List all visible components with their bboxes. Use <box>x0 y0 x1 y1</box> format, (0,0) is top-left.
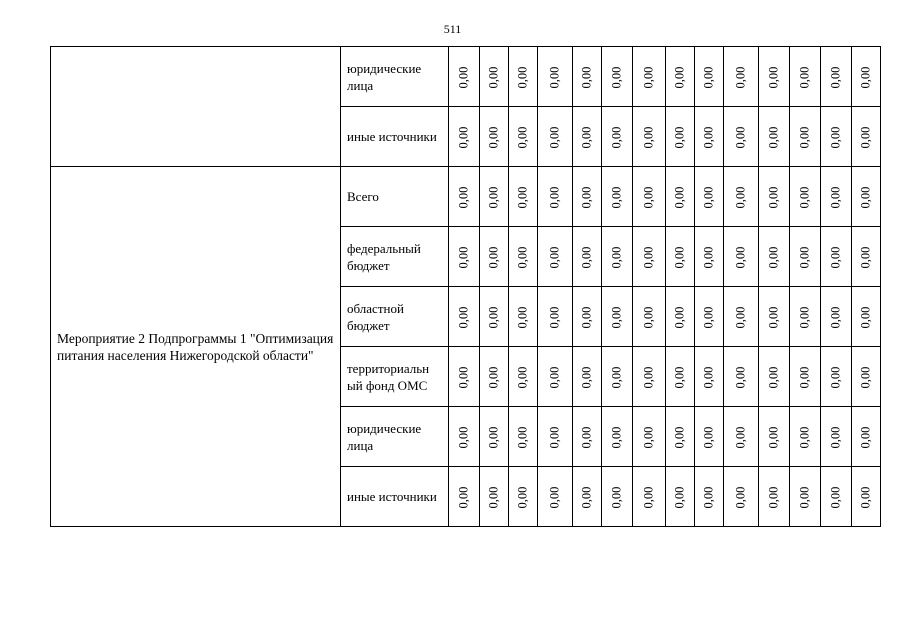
value-cell <box>480 467 509 527</box>
value-cell <box>695 47 724 107</box>
value-text: 0,00 <box>672 426 687 448</box>
value-text: 0,00 <box>733 246 748 268</box>
value-text: 0,00 <box>547 186 562 208</box>
value-cell <box>573 287 602 347</box>
value-text: 0,00 <box>672 126 687 148</box>
value-text: 0,00 <box>766 306 781 328</box>
value-cell <box>790 407 821 467</box>
value-cell <box>790 347 821 407</box>
value-cell <box>480 407 509 467</box>
value-cell <box>790 287 821 347</box>
value-cell <box>602 47 633 107</box>
value-cell <box>633 107 666 167</box>
value-cell <box>666 287 695 347</box>
value-text: 0,00 <box>672 366 687 388</box>
value-text: 0,00 <box>486 246 501 268</box>
value-cell <box>852 467 881 527</box>
value-cell <box>449 407 480 467</box>
value-cell <box>790 467 821 527</box>
value-cell <box>633 407 666 467</box>
value-text: 0,00 <box>858 306 873 328</box>
value-text: 0,00 <box>828 126 843 148</box>
value-text: 0,00 <box>797 186 812 208</box>
value-cell <box>538 347 573 407</box>
value-text: 0,00 <box>858 66 873 88</box>
value-text: 0,00 <box>828 366 843 388</box>
value-cell <box>538 47 573 107</box>
value-text: 0,00 <box>733 186 748 208</box>
value-cell <box>852 227 881 287</box>
value-text: 0,00 <box>828 186 843 208</box>
value-cell <box>633 287 666 347</box>
value-text: 0,00 <box>858 366 873 388</box>
value-text: 0,00 <box>547 66 562 88</box>
value-text: 0,00 <box>766 486 781 508</box>
value-cell <box>695 467 724 527</box>
value-cell <box>666 107 695 167</box>
value-text: 0,00 <box>579 66 594 88</box>
value-text: 0,00 <box>797 366 812 388</box>
table-row <box>51 167 881 227</box>
value-cell <box>666 347 695 407</box>
value-text: 0,00 <box>672 66 687 88</box>
value-text: 0,00 <box>701 366 716 388</box>
value-text: 0,00 <box>701 306 716 328</box>
value-text: 0,00 <box>609 306 624 328</box>
value-cell <box>509 407 538 467</box>
value-text: 0,00 <box>766 246 781 268</box>
value-cell <box>480 47 509 107</box>
value-cell <box>759 107 790 167</box>
value-text: 0,00 <box>486 306 501 328</box>
value-cell <box>695 167 724 227</box>
value-cell <box>852 107 881 167</box>
value-text: 0,00 <box>579 366 594 388</box>
value-text: 0,00 <box>486 366 501 388</box>
value-cell <box>509 467 538 527</box>
value-cell <box>449 47 480 107</box>
value-text: 0,00 <box>828 66 843 88</box>
value-text: 0,00 <box>858 486 873 508</box>
value-text: 0,00 <box>547 246 562 268</box>
value-cell <box>602 167 633 227</box>
value-cell <box>449 107 480 167</box>
value-cell <box>538 167 573 227</box>
value-cell <box>759 167 790 227</box>
value-cell <box>759 47 790 107</box>
value-text: 0,00 <box>828 246 843 268</box>
value-cell <box>759 407 790 467</box>
funding-source-cell: иные источники <box>341 467 449 527</box>
funding-source-cell: федеральный бюджет <box>341 227 449 287</box>
value-cell <box>602 347 633 407</box>
value-text: 0,00 <box>547 306 562 328</box>
value-cell <box>480 347 509 407</box>
value-cell <box>724 407 759 467</box>
value-cell <box>724 167 759 227</box>
value-cell <box>633 227 666 287</box>
value-text: 0,00 <box>641 186 656 208</box>
value-text: 0,00 <box>701 66 716 88</box>
value-text: 0,00 <box>797 126 812 148</box>
value-text: 0,00 <box>579 186 594 208</box>
value-text: 0,00 <box>797 426 812 448</box>
value-text: 0,00 <box>766 126 781 148</box>
table-row <box>51 47 881 107</box>
measure-cell <box>51 47 341 167</box>
value-cell <box>821 47 852 107</box>
value-cell <box>759 227 790 287</box>
value-text: 0,00 <box>579 306 594 328</box>
value-text: 0,00 <box>579 426 594 448</box>
value-cell <box>724 467 759 527</box>
funding-table <box>50 46 881 527</box>
value-cell <box>633 167 666 227</box>
value-text: 0,00 <box>547 126 562 148</box>
value-cell <box>821 227 852 287</box>
value-text: 0,00 <box>641 366 656 388</box>
funding-source-cell: юридические лица <box>341 407 449 467</box>
value-text: 0,00 <box>733 486 748 508</box>
value-text: 0,00 <box>701 246 716 268</box>
value-text: 0,00 <box>515 126 530 148</box>
value-cell <box>695 227 724 287</box>
value-text: 0,00 <box>672 186 687 208</box>
value-cell <box>759 287 790 347</box>
value-text: 0,00 <box>579 486 594 508</box>
value-cell <box>821 347 852 407</box>
value-cell <box>449 347 480 407</box>
value-cell <box>695 287 724 347</box>
value-text: 0,00 <box>609 486 624 508</box>
value-text: 0,00 <box>456 306 471 328</box>
value-text: 0,00 <box>733 426 748 448</box>
value-cell <box>573 227 602 287</box>
value-cell <box>852 167 881 227</box>
value-cell <box>695 107 724 167</box>
value-text: 0,00 <box>486 486 501 508</box>
value-cell <box>821 167 852 227</box>
value-cell <box>666 407 695 467</box>
value-text: 0,00 <box>515 66 530 88</box>
value-cell <box>480 107 509 167</box>
value-cell <box>602 467 633 527</box>
value-text: 0,00 <box>797 306 812 328</box>
value-cell <box>633 467 666 527</box>
value-cell <box>573 407 602 467</box>
value-cell <box>538 407 573 467</box>
value-text: 0,00 <box>486 66 501 88</box>
value-text: 0,00 <box>456 246 471 268</box>
value-cell <box>538 227 573 287</box>
value-text: 0,00 <box>456 366 471 388</box>
value-cell <box>449 227 480 287</box>
value-cell <box>480 287 509 347</box>
value-cell <box>633 347 666 407</box>
funding-source-cell: территориальн ый фонд ОМС <box>341 347 449 407</box>
value-cell <box>724 287 759 347</box>
value-cell <box>633 47 666 107</box>
value-cell <box>695 407 724 467</box>
value-cell <box>602 107 633 167</box>
value-cell <box>852 287 881 347</box>
value-text: 0,00 <box>828 306 843 328</box>
value-cell <box>509 47 538 107</box>
value-text: 0,00 <box>456 126 471 148</box>
value-cell <box>573 467 602 527</box>
value-text: 0,00 <box>609 126 624 148</box>
value-text: 0,00 <box>609 246 624 268</box>
value-text: 0,00 <box>858 186 873 208</box>
value-cell <box>759 347 790 407</box>
value-text: 0,00 <box>609 66 624 88</box>
value-cell <box>666 47 695 107</box>
funding-source-cell: иные источники <box>341 107 449 167</box>
value-cell <box>480 227 509 287</box>
value-text: 0,00 <box>797 246 812 268</box>
value-cell <box>695 347 724 407</box>
value-cell <box>724 347 759 407</box>
value-text: 0,00 <box>579 126 594 148</box>
value-text: 0,00 <box>733 66 748 88</box>
value-text: 0,00 <box>858 426 873 448</box>
value-text: 0,00 <box>515 486 530 508</box>
value-text: 0,00 <box>515 186 530 208</box>
value-cell <box>449 287 480 347</box>
value-cell <box>821 107 852 167</box>
value-text: 0,00 <box>456 66 471 88</box>
value-text: 0,00 <box>828 486 843 508</box>
value-text: 0,00 <box>641 246 656 268</box>
value-text: 0,00 <box>456 186 471 208</box>
value-cell <box>602 407 633 467</box>
value-text: 0,00 <box>701 426 716 448</box>
value-text: 0,00 <box>486 186 501 208</box>
funding-source-cell: Всего <box>341 167 449 227</box>
value-text: 0,00 <box>701 126 716 148</box>
value-text: 0,00 <box>515 246 530 268</box>
measure-cell: Мероприятие 2 Подпрограммы 1 "Оптимизация питания населения Нижегородской области" <box>51 167 341 527</box>
value-text: 0,00 <box>766 66 781 88</box>
value-cell <box>480 167 509 227</box>
value-cell <box>602 227 633 287</box>
value-cell <box>509 107 538 167</box>
value-cell <box>821 467 852 527</box>
value-text: 0,00 <box>766 186 781 208</box>
page-number: 511 <box>443 22 462 36</box>
value-text: 0,00 <box>858 246 873 268</box>
value-text: 0,00 <box>766 426 781 448</box>
value-cell <box>449 467 480 527</box>
value-text: 0,00 <box>547 486 562 508</box>
value-cell <box>449 167 480 227</box>
value-cell <box>821 407 852 467</box>
value-cell <box>573 167 602 227</box>
value-cell <box>759 467 790 527</box>
value-text: 0,00 <box>456 426 471 448</box>
value-cell <box>790 107 821 167</box>
value-cell <box>852 47 881 107</box>
value-text: 0,00 <box>547 426 562 448</box>
value-cell <box>724 47 759 107</box>
value-text: 0,00 <box>641 426 656 448</box>
value-text: 0,00 <box>486 126 501 148</box>
value-text: 0,00 <box>515 366 530 388</box>
value-cell <box>724 227 759 287</box>
value-text: 0,00 <box>672 486 687 508</box>
value-text: 0,00 <box>672 306 687 328</box>
value-cell <box>509 167 538 227</box>
funding-source-cell: юридические лица <box>341 47 449 107</box>
value-text: 0,00 <box>733 306 748 328</box>
value-text: 0,00 <box>641 486 656 508</box>
value-cell <box>538 467 573 527</box>
funding-table-body <box>51 47 881 527</box>
value-text: 0,00 <box>641 126 656 148</box>
value-cell <box>509 227 538 287</box>
value-text: 0,00 <box>797 66 812 88</box>
value-cell <box>790 227 821 287</box>
value-text: 0,00 <box>641 66 656 88</box>
value-cell <box>666 467 695 527</box>
value-text: 0,00 <box>515 426 530 448</box>
value-text: 0,00 <box>672 246 687 268</box>
value-text: 0,00 <box>797 486 812 508</box>
value-cell <box>821 287 852 347</box>
value-cell <box>666 167 695 227</box>
value-text: 0,00 <box>456 486 471 508</box>
value-text: 0,00 <box>486 426 501 448</box>
value-cell <box>790 167 821 227</box>
value-cell <box>790 47 821 107</box>
value-cell <box>724 107 759 167</box>
value-text: 0,00 <box>609 366 624 388</box>
value-text: 0,00 <box>609 186 624 208</box>
value-cell <box>509 287 538 347</box>
value-cell <box>602 287 633 347</box>
value-cell <box>666 227 695 287</box>
value-text: 0,00 <box>733 366 748 388</box>
value-text: 0,00 <box>766 366 781 388</box>
value-cell <box>573 47 602 107</box>
value-cell <box>852 347 881 407</box>
value-cell <box>538 287 573 347</box>
value-text: 0,00 <box>701 486 716 508</box>
value-text: 0,00 <box>641 306 656 328</box>
value-cell <box>573 347 602 407</box>
value-text: 0,00 <box>515 306 530 328</box>
value-text: 0,00 <box>579 246 594 268</box>
value-cell <box>538 107 573 167</box>
value-text: 0,00 <box>828 426 843 448</box>
value-cell <box>852 407 881 467</box>
value-text: 0,00 <box>547 366 562 388</box>
funding-source-cell: областной бюджет <box>341 287 449 347</box>
value-text: 0,00 <box>609 426 624 448</box>
value-text: 0,00 <box>858 126 873 148</box>
value-cell <box>573 107 602 167</box>
value-text: 0,00 <box>733 126 748 148</box>
value-cell <box>509 347 538 407</box>
value-text: 0,00 <box>701 186 716 208</box>
